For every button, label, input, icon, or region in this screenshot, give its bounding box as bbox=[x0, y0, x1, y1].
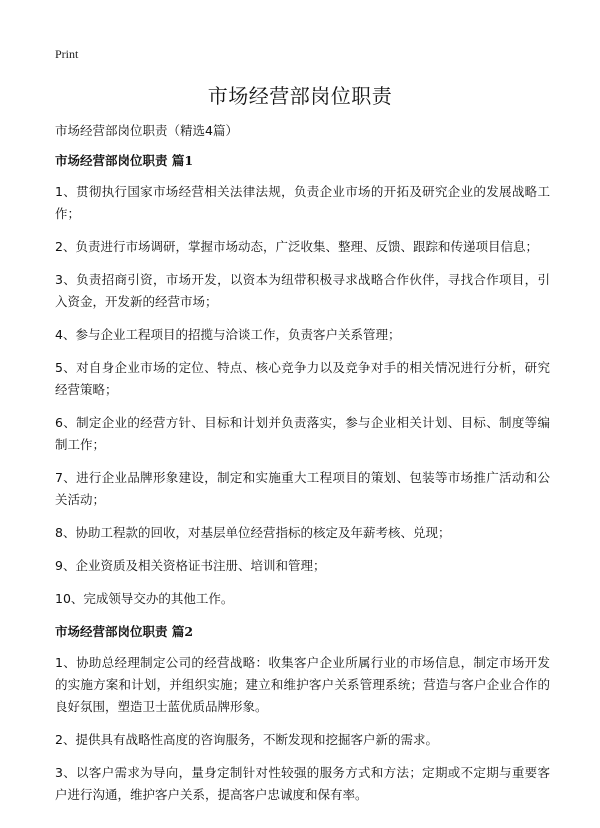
list-item: 7、进行企业品牌形象建设，制定和实施重大工程项目的策划、包装等市场推广活动和公关活动； bbox=[55, 470, 550, 507]
list-item: 2、负责进行市场调研，掌握市场动态，广泛收集、整理、反馈、跟踪和传递项目信息； bbox=[55, 239, 538, 254]
page-title: 市场经营部岗位职责 bbox=[207, 84, 393, 108]
print-link[interactable]: Print bbox=[55, 47, 79, 61]
section-heading: 市场经营部岗位职责 篇1 bbox=[55, 153, 194, 168]
section-2 bbox=[55, 621, 550, 806]
list-item: 8、协助工程款的回收，对基层单位经营指标的核定及年薪考核、兑现； bbox=[55, 525, 451, 540]
list-item: 3、以客户需求为导向，量身定制针对性较强的服务方式和方法；定期或不定期与重要客户进行沟通，维护客户关系，提高客户忠诚度和保有率。 bbox=[55, 765, 550, 802]
list-item: 5、对自身企业市场的定位、特点、核心竞争力以及竞争对手的相关情况进行分析，研究经营策略； bbox=[55, 360, 550, 397]
list-item: 9、企业资质及相关资格证书注册、培训和管理； bbox=[55, 558, 326, 573]
list-item: 2、提供具有战略性高度的咨询服务，不断发现和挖掘客户新的需求。 bbox=[55, 732, 438, 747]
section-1 bbox=[55, 150, 550, 610]
list-item: 3、负责招商引资，市场开发，以资本为纽带积极寻求战略合作伙伴，寻找合作项目，引入资金，开发新的经营市场； bbox=[55, 272, 550, 309]
document-body bbox=[55, 120, 550, 817]
list-item: 1、协助总经理制定公司的经营战略：收集客户企业所属行业的市场信息，制定市场开发的实施方案和计划，并组织实施；建立和维护客户关系管理系统；营造与客户企业合作的良好氛围，塑造卫士蓝优质品牌形象。 bbox=[55, 655, 550, 714]
document-subtitle: 市场经营部岗位职责（精选4篇） bbox=[55, 123, 238, 138]
list-item: 10、完成领导交办的其他工作。 bbox=[55, 591, 234, 606]
list-item: 6、制定企业的经营方针、目标和计划并负责落实，参与企业相关计划、目标、制度等编制工作； bbox=[55, 415, 550, 452]
section-heading: 市场经营部岗位职责 篇2 bbox=[55, 624, 194, 639]
list-item: 4、参与企业工程项目的招揽与洽谈工作，负责客户关系管理； bbox=[55, 327, 401, 342]
list-item: 1、贯彻执行国家市场经营相关法律法规，负责企业市场的开拓及研究企业的发展战略工作； bbox=[55, 184, 550, 221]
